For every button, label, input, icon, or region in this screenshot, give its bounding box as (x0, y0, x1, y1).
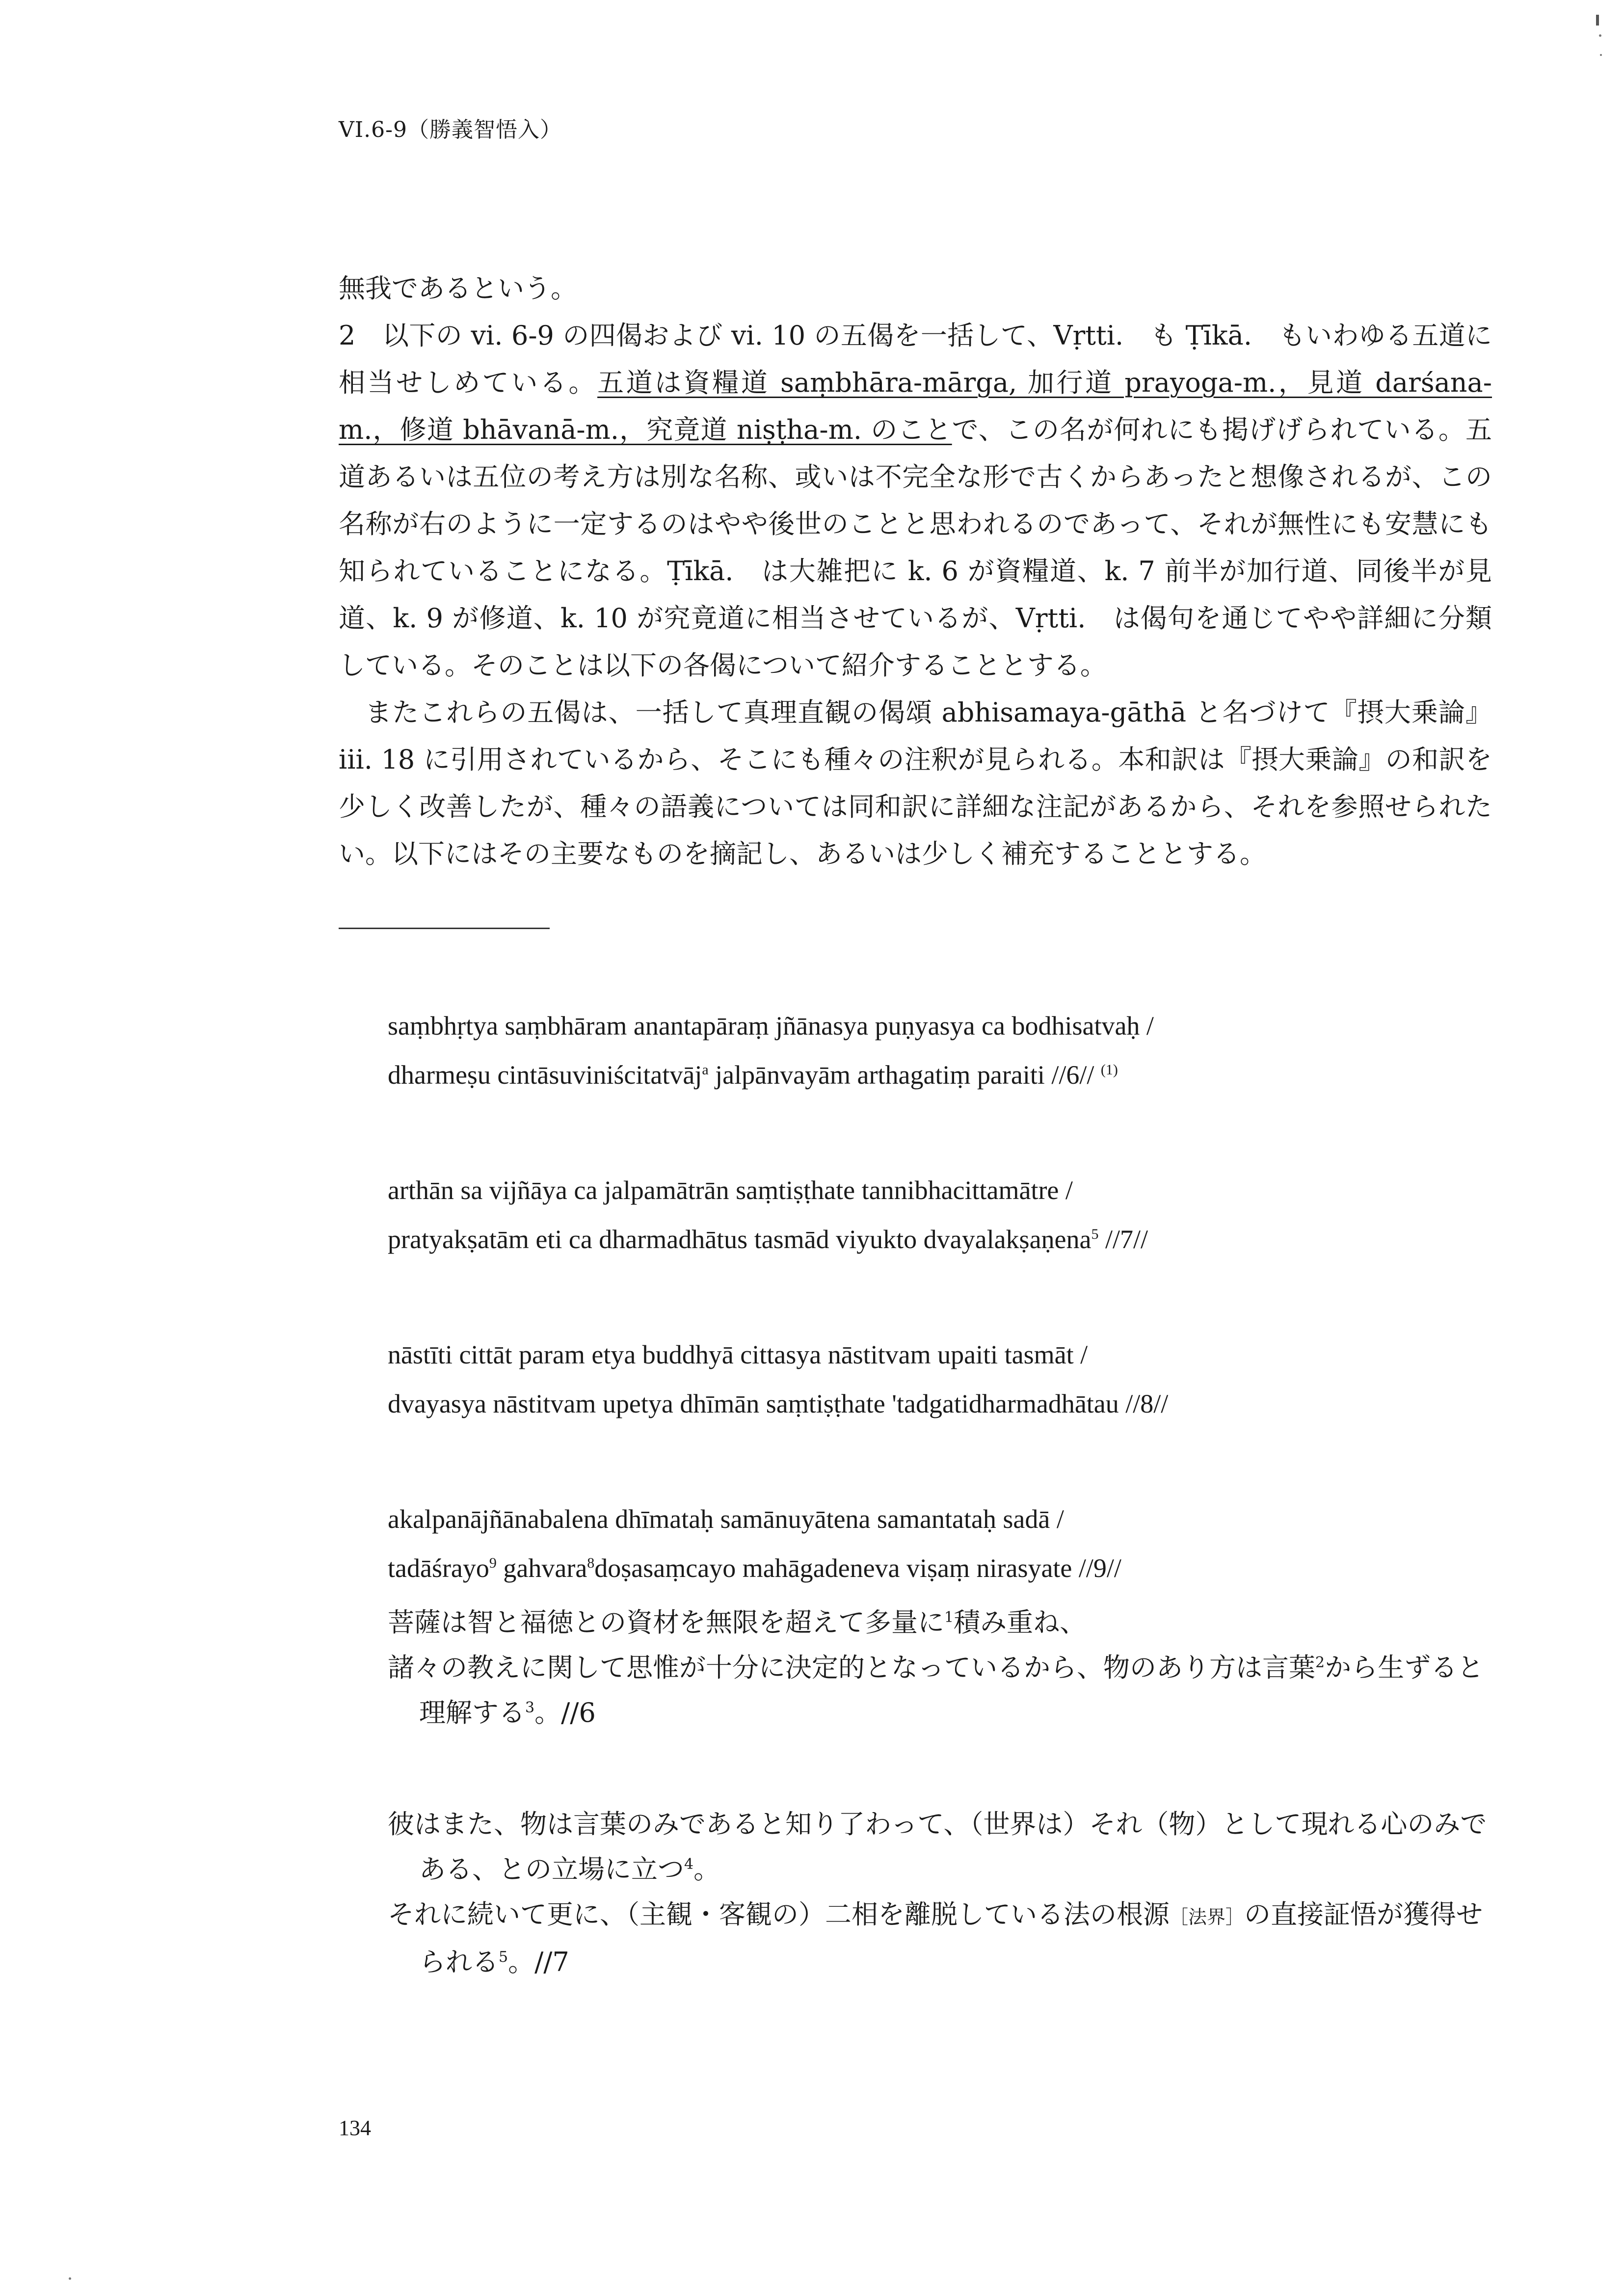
page-number: 134 (339, 2116, 371, 2140)
verse-7 (388, 1166, 1492, 1264)
sanskrit-verses (388, 1001, 1492, 1659)
verse-line: dharmeṣu cintāsuviniścitatvāj$^a$ jalpānvayām arthagatiṃ paraiti //6// $^{(1)}$ (388, 1060, 1118, 1090)
translation-line: それに続いて更に、（主観・客観の）二相を離脱している法の根源［法界］の直接証悟が獲得せられる$^5$。//7 (388, 1899, 1483, 1977)
scan-speck (69, 2277, 71, 2280)
note-paragraph: 2 以下の vi. 6-9 の四偈および vi. 10 の五偈を一括して、Vṛtti. も Ṭīkā. もいわゆる五道に相当せしめている。五道は資糧道 saṃbhāra-mārga, 加行道 prayoga-m.，見道 darśana-m.，修道 bhāvanā-m.，究竟道 niṣṭha-m. のことで、この名が何れにも掲げげられている。五道あるいは五位の考え方は別な名称、或いは不完全な形で古くからあったと想像されるが、この名称が右のように一定するのはやや後世のことと思われるのであって、それが無性にも安慧にも知られていることになる。Ṭīkā. は大雑把に k. 6 が資糧道、k. 7 前半が加行道、同後半が見道、k. 9 が修道、k. 10 が究竟道に相当させているが、Vṛtti. は偈句を通じてやや詳細に分類している。そのことは以下の各偈について紹介することとする。 (339, 320, 1492, 681)
translation-line: 諸々の教えに関して思惟が十分に決定的となっているから、物のあり方は言葉$^2$から生ずると理解する$^3$。//6 (388, 1652, 1484, 1728)
translation-verse-6 (388, 1600, 1497, 1735)
commentary-note (339, 265, 1492, 878)
translation-line: 菩薩は智と福徳との資材を無限を超えて多量に$^1$積み重ね、 (388, 1607, 1087, 1638)
verse-8 (388, 1330, 1492, 1428)
scan-speck (1600, 54, 1602, 56)
verse-line: arthān sa vijñāya ca jalpamātrān saṃtiṣṭhate tannibhacittamātre / (388, 1175, 1073, 1205)
note-paragraph: またこれらの五偈は、一括して真理直観の偈頌 abhisamaya-gāthā と名づけて『摂大乗論』iii. 18 に引用されているから、そこにも種々の注釈が見られる。本和訳は『摂大乗論』の和訳を少しく改善したが、種々の語義については同和訳に詳細な注記があるから、それを参照せられたい。以下にはその主要なものを摘記し、あるいは少しく補充することとする。 (339, 697, 1492, 869)
verse-line: nāstīti cittāt param etya buddhyā cittasya nāstitvam upaiti tasmāt / (388, 1340, 1088, 1369)
scan-speck (1599, 34, 1601, 37)
running-head: VI.6-9（勝義智悟入） (339, 117, 562, 142)
verse-6 (388, 1001, 1492, 1099)
translation-verse-7 (388, 1802, 1497, 1985)
verse-line: dvayasya nāstitvam upetya dhīmān saṃtiṣṭhate 'tadgatidharmadhātau //8// (388, 1389, 1169, 1418)
scan-mark (1596, 15, 1599, 26)
footnote-rule (339, 928, 550, 929)
verse-line: tadāśrayo$^9$ gahvara$^8$doṣasaṃcayo mahāgadeneva viṣaṃ nirasyate //9// (388, 1553, 1121, 1583)
translation-line: 彼はまた、物は言葉のみであると知り了わって、（世界は）それ（物）として現れる心のみである、との立場に立つ$^4$。 (388, 1809, 1487, 1885)
verse-line: saṃbhṛtya saṃbhāram anantapāraṃ jñānasya puṇyasya ca bodhisatvaḥ / (388, 1011, 1154, 1041)
five-paths-underlined: 五道は資糧道 saṃbhāra-mārga, 加行道 prayoga-m.，見道 darśana-m.，修道 bhāvanā-m.，究竟道 niṣṭha-m. のこと (339, 367, 1492, 445)
verse-9 (388, 1495, 1492, 1593)
note-line: 無我であるという。 (339, 273, 577, 304)
verse-line: pratyakṣatām eti ca dharmadhātus tasmād viyukto dvayalakṣaṇena$^5$ //7// (388, 1225, 1148, 1254)
verse-line: akalpanājñānabalena dhīmataḥ samānuyātena samantataḥ sadā / (388, 1504, 1064, 1534)
japanese-translation (388, 1600, 1497, 2051)
